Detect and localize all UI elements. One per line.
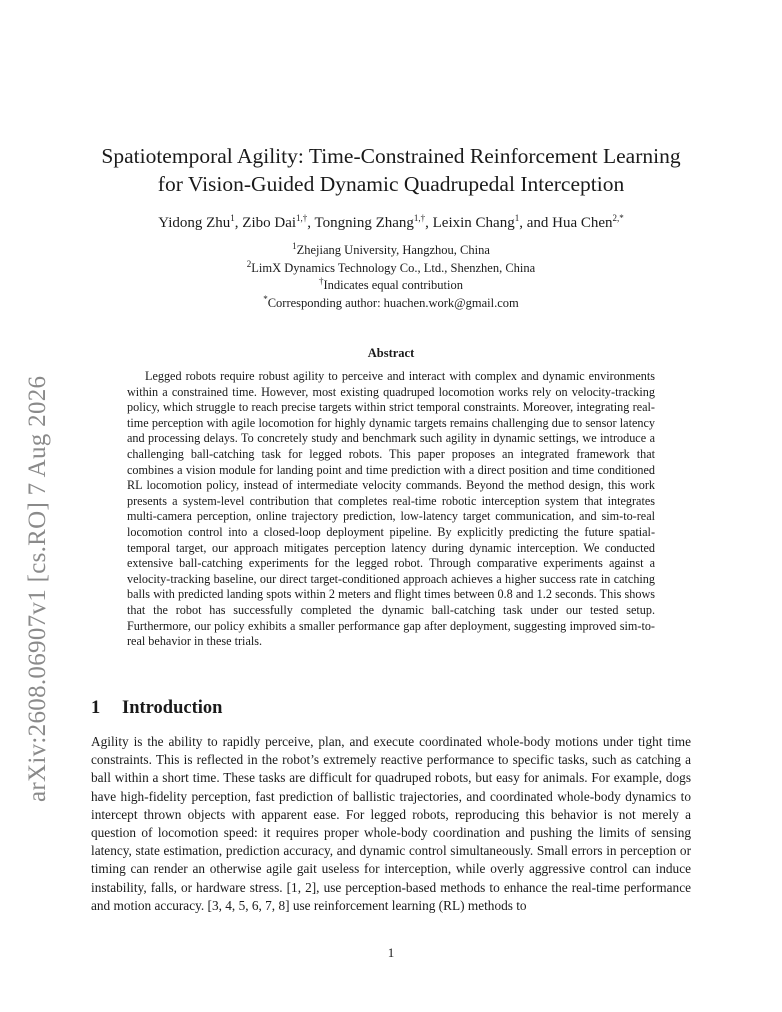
affiliation-text: Corresponding author: huachen.work@gmail.com xyxy=(267,295,519,310)
author-affiliation-mark: 1,† xyxy=(296,213,308,223)
arxiv-identifier-stamp[interactable]: arXiv:2608.06907v1 [cs.RO] 7 Aug 2026 xyxy=(24,375,51,802)
affiliation-text: Indicates equal contribution xyxy=(323,278,464,292)
author-affiliation-mark: 1 xyxy=(230,213,235,223)
affiliation-mark: 2 xyxy=(246,258,252,269)
author-name: Zibo Dai xyxy=(242,215,297,231)
affiliation-line xyxy=(120,277,662,295)
affiliation-line xyxy=(120,295,662,313)
abstract-text: Legged robots require robust agility to perceive and interact with complex and dynamic environments within a constrained time. However, most existing quadruped locomotion works rely on velocity-tracking policy, which struggle to reach precise targets within strict temporal constraints. Moreover, integrating real-time perception with agile locomotion for highly dynamic targets remains challenging due to sensor latency and processing delays. To concretely study and benchmark such agility in dynamic settings, we introduce a challenging ball-catching task for legged robots. This paper proposes an integrated framework that combines a vision module for landing point and time prediction with a direct position and time conditioned RL locomotion policy, instead of intermediate velocity commands. Beyond the method design, this work presents a system-level contribution that completes real-time robotic interception system that integrates multi-camera perception, online trajectory prediction, low-latency target communication, and sim-to-real locomotion control into a closed-loop deployment pipeline. By explicitly predicting the future spatial-temporal target, our approach mitigates perception latency during dynamic interception. We conducted extensive ball-catching experiments for the legged robot. Through comparative experiments against a velocity-tracking baseline, our direct target-conditioned approach achieves a higher success rate in catching balls with predicted landing spots within 2 meters and flight times between 0.8 and 1.2 seconds. This shows that the robot has successfully completed the dynamic ball-catching task under our tested setup. Furthermore, our policy exhibits a smaller performance gap after deployment, suggesting improved sim-to-real behavior in these trials. xyxy=(127,369,655,649)
author-affiliation-mark: 1,† xyxy=(413,213,426,223)
section-title: Introduction xyxy=(122,698,223,718)
affiliation-mark: 1 xyxy=(292,240,297,251)
affiliation-list xyxy=(120,242,662,312)
section-heading-introduction xyxy=(91,698,222,719)
abstract-heading: Abstract xyxy=(367,346,415,360)
affiliation-mark: † xyxy=(318,275,324,286)
author-name: Yidong Zhu xyxy=(158,215,231,231)
author-name: Leixin Chang xyxy=(432,215,515,231)
author-affiliation-mark: 1 xyxy=(514,213,520,223)
author-separator: , and xyxy=(519,215,553,231)
affiliation-text: Zhejiang University, Hangzhou, China xyxy=(296,243,490,257)
author-separator: , xyxy=(307,215,315,231)
paper-title xyxy=(70,142,712,198)
author-affiliation-mark: 2,* xyxy=(612,213,624,223)
affiliation-line xyxy=(120,260,662,278)
author-separator: , xyxy=(425,215,433,231)
paper-title-line-2: for Vision-Guided Dynamic Quadrupedal Interception xyxy=(157,172,625,196)
page-number: 1 xyxy=(387,945,395,960)
paper-title-line-1: Spatiotemporal Agility: Time-Constrained Reinforcement Learning xyxy=(101,144,681,168)
affiliation-text: LimX Dynamics Technology Co., Ltd., Shenzhen, China xyxy=(251,260,536,275)
affiliation-mark: * xyxy=(263,293,268,304)
author-name: Hua Chen xyxy=(552,215,613,231)
affiliation-line xyxy=(120,242,662,260)
introduction-paragraph: Agility is the ability to rapidly perceive, plan, and execute coordinated whole-body motions under tight time constraints. This is reflected in the robot’s extremely reactive performance to specific tasks, such as catching a ball within a short time. These tasks are difficult for quadruped robots, but easy for animals. For example, dogs have high-fidelity perception, fast prediction of ballistic trajectories, and coordinated whole-body dynamics to intercept thrown objects with apparent ease. For legged robots, reproducing this behavior is not merely a question of locomotion speed: it requires proper whole-body coordination and pushing the limits of sensing latency, state estimation, prediction accuracy, and dynamic control simultaneously. Small errors in perception or timing can render an otherwise agile gait useless for interception, while overly aggressive control can induce instability, falls, or hardware stress. [1, 2], use perception-based methods to enhance the real-time performance and motion accuracy. [3, 4, 5, 6, 7, 8] use reinforcement learning (RL) methods to xyxy=(91,734,691,913)
author-name: Tongning Zhang xyxy=(314,215,414,231)
author-separator: , xyxy=(234,215,243,231)
author-list xyxy=(80,212,702,234)
section-number: 1 xyxy=(91,698,101,718)
